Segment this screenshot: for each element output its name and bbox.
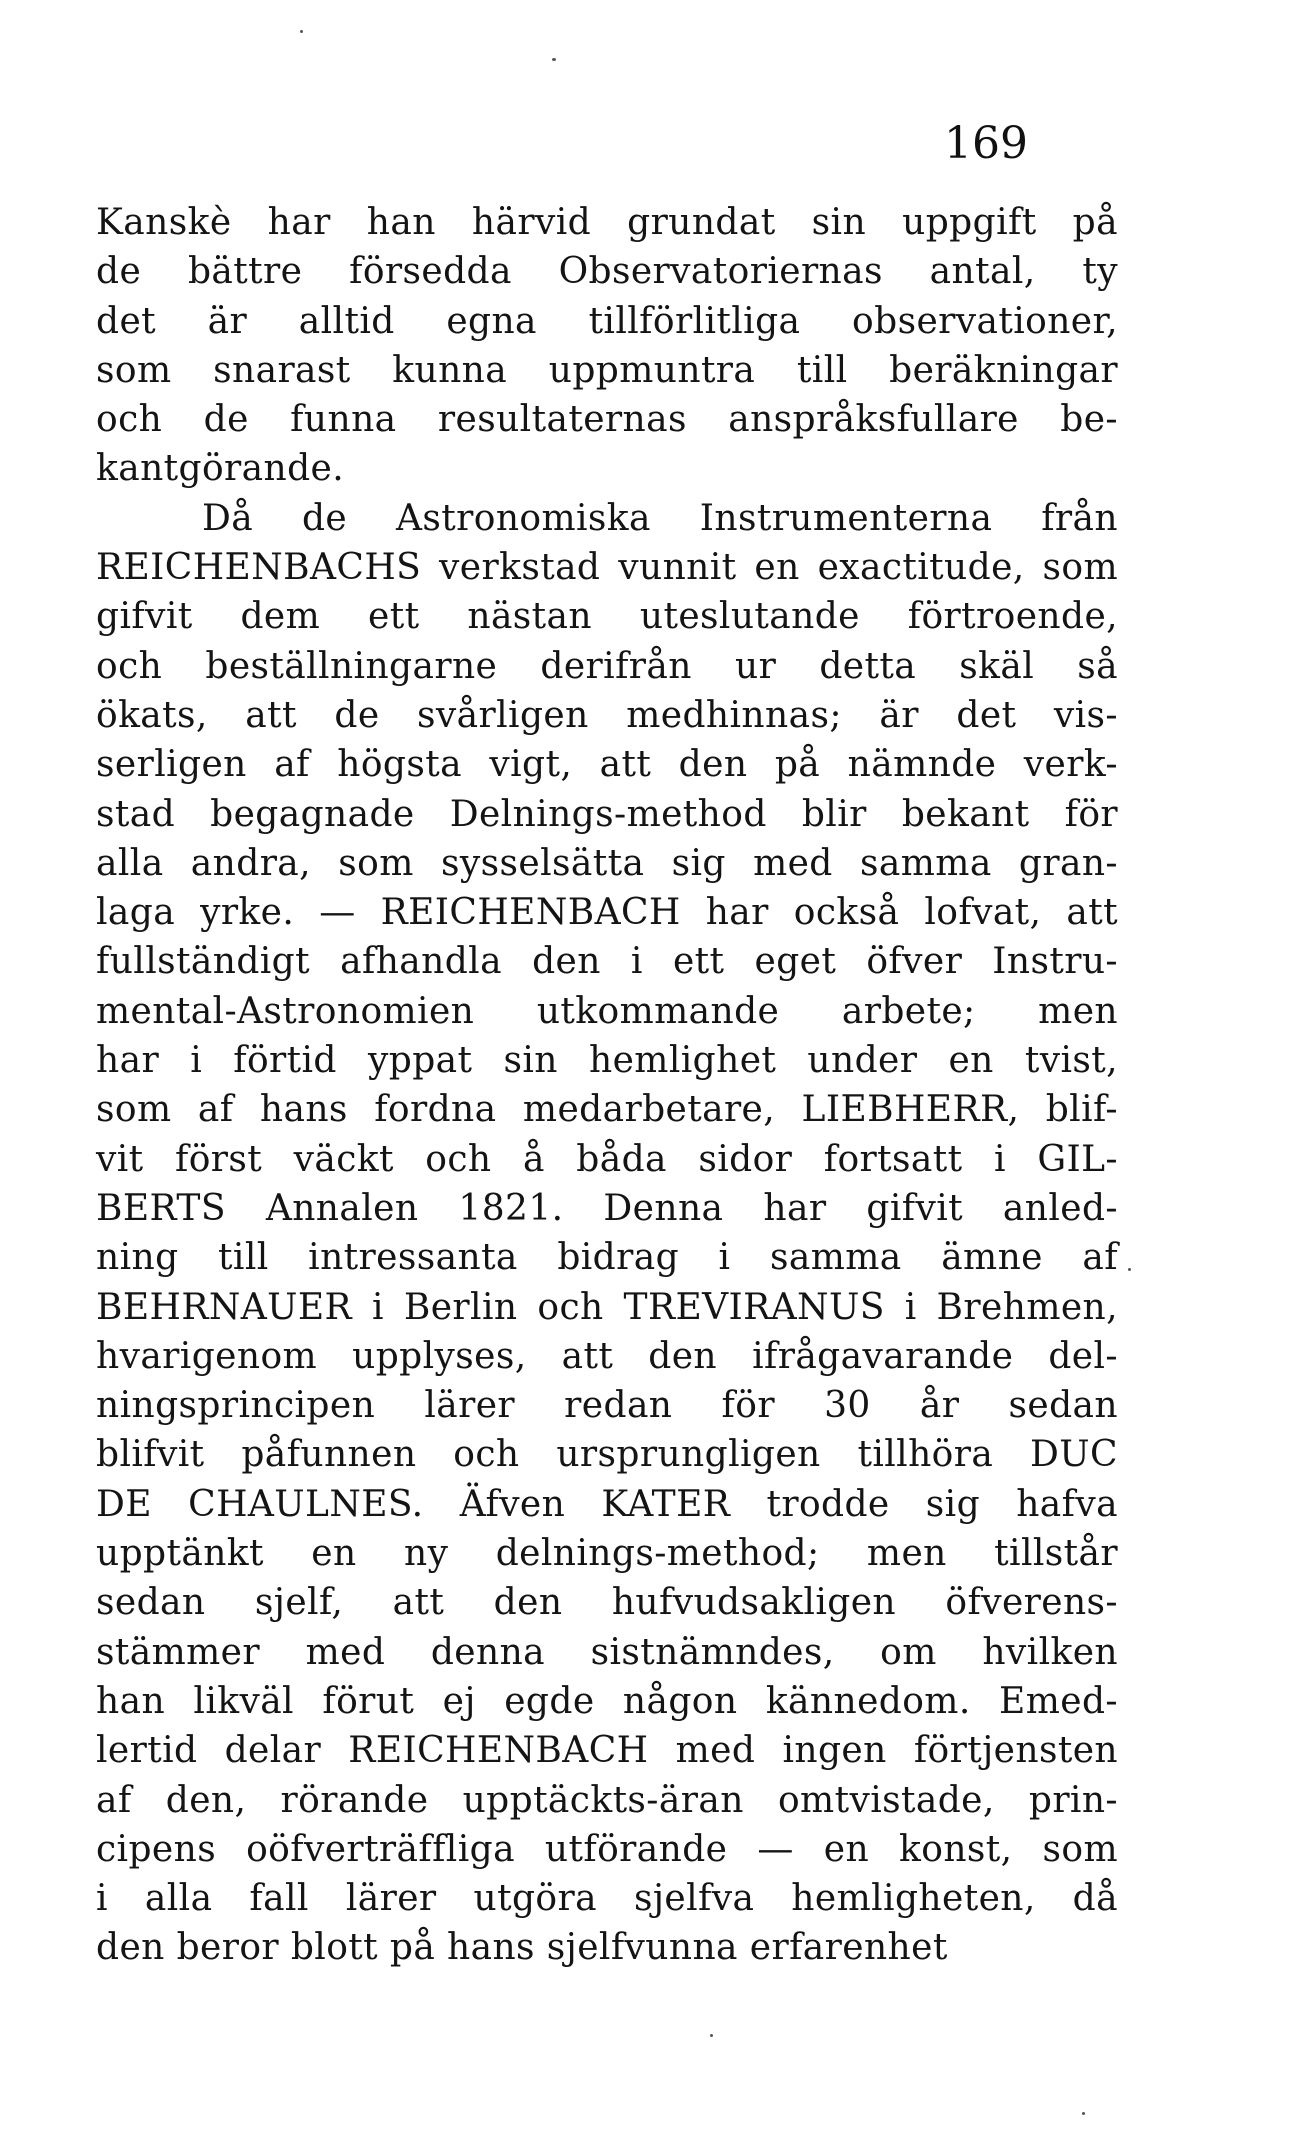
text-line: BERTS Annalen 1821. Denna har gifvit anled-	[96, 1187, 1118, 1229]
paper-speck	[552, 58, 556, 61]
text-line: BEHRNAUER i Berlin och TREVIRANUS i Brehmen,	[96, 1286, 1118, 1328]
paper-speck	[710, 2034, 713, 2037]
text-line: hvarigenom upplyses, att den ifrågavarande del-	[96, 1335, 1118, 1377]
text-line: stad begagnade Delnings-method blir bekant för	[96, 793, 1118, 835]
text-line: han likväl förut ej egde någon kännedom. Emed-	[96, 1680, 1118, 1722]
text-line: gifvit dem ett nästan uteslutande förtroende,	[96, 596, 1118, 638]
paragraph-start-line: Då de Astronomiska Instrumenterna från	[202, 497, 1118, 539]
text-line: alla andra, som sysselsätta sig med samma gran-	[96, 842, 1118, 884]
text-line: mental-Astronomien utkommande arbete; men	[96, 990, 1118, 1032]
paper-speck	[1082, 2112, 1085, 2115]
text-line: REICHENBACHS verkstad vunnit en exactitude, som	[96, 547, 1118, 589]
text-line: vit först väckt och å båda sidor fortsatt i GIL-	[96, 1138, 1118, 1180]
text-line: af den, rörande upptäckts-äran omtvistade, prin-	[96, 1779, 1118, 1821]
text-line: sedan sjelf, att den hufvudsakligen öfverens-	[96, 1582, 1118, 1624]
text-line: kantgörande.	[96, 448, 345, 490]
text-line: ning till intressanta bidrag i samma ämne af	[96, 1237, 1118, 1279]
text-line: Kanskè har han härvid grundat sin uppgift på	[96, 202, 1118, 243]
text-line: fullständigt afhandla den i ett eget öfver Instru-	[96, 941, 1118, 983]
text-line: det är alltid egna tillförlitliga observationer,	[96, 300, 1118, 342]
text-line: som snarast kunna uppmuntra till beräkningar	[96, 349, 1118, 391]
text-line: som af hans fordna medarbetare, LIEBHERR, blif-	[96, 1089, 1118, 1131]
text-line: de bättre försedda Observatoriernas antal, ty	[96, 251, 1118, 293]
text-line: ökats, att de svårligen medhinnas; är det vis-	[96, 694, 1118, 736]
text-line: blifvit påfunnen och ursprungligen tillhöra DUC	[96, 1434, 1118, 1476]
text-line: cipens oöfverträffliga utförande — en konst, som	[96, 1828, 1118, 1870]
text-line: upptänkt en ny delnings-method; men tillstår	[96, 1533, 1118, 1575]
page-number: 169	[944, 118, 1028, 169]
text-line: den beror blott på hans sjelfvunna erfarenhet	[96, 1927, 948, 1969]
text-line: lertid delar REICHENBACH med ingen förtjensten	[96, 1730, 1118, 1772]
text-line: ningsprincipen lärer redan för 30 år sedan	[96, 1385, 1118, 1427]
text-line: i alla fall lärer utgöra sjelfva hemligheten, då	[96, 1878, 1118, 1920]
body-text	[96, 198, 1118, 1973]
text-line: DE CHAULNES. Äfven KATER trodde sig hafva	[96, 1483, 1118, 1525]
text-line: och de funna resultaternas anspråksfullare be-	[96, 399, 1118, 441]
text-line: och beställningarne derifrån ur detta skäl så	[96, 645, 1118, 687]
text-line: serligen af högsta vigt, att den på nämnde verk-	[96, 744, 1118, 786]
paper-speck	[1128, 1268, 1131, 1271]
text-line: har i förtid yppat sin hemlighet under en tvist,	[96, 1040, 1118, 1082]
text-line: laga yrke. — REICHENBACH har också lofvat, att	[96, 892, 1118, 934]
paper-speck	[300, 30, 303, 33]
text-line: stämmer med denna sistnämndes, om hvilken	[96, 1631, 1118, 1673]
